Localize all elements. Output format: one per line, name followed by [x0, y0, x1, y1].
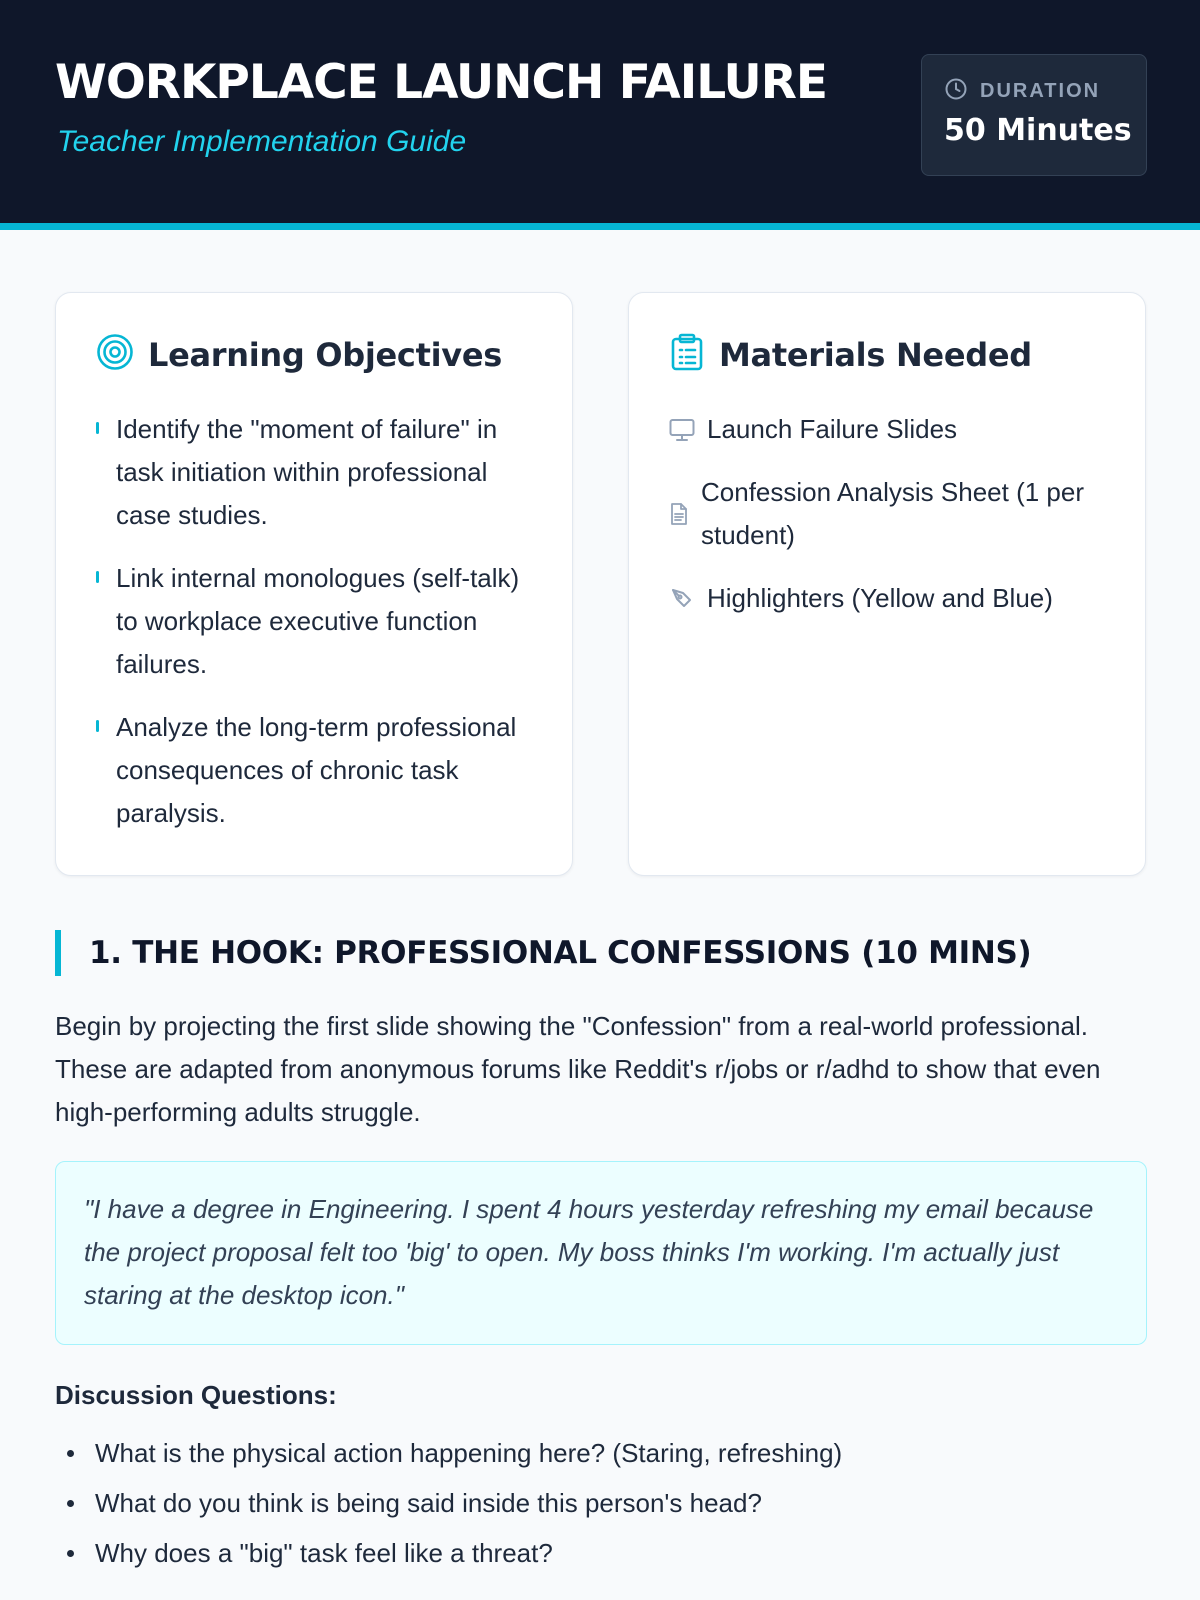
- objective-text: Analyze the long-term professional consequences of chronic task paralysis.: [116, 712, 517, 828]
- clock-icon: [944, 77, 968, 106]
- list-item: [55, 1428, 1155, 1478]
- objective-text: Identify the "moment of failure" in task initiation within professional case studies.: [116, 414, 498, 530]
- list-item: [96, 408, 536, 537]
- list-item: [96, 706, 536, 835]
- objective-text: Link internal monologues (self-talk) to workplace executive function failures.: [116, 563, 520, 679]
- learning-objectives-title: Learning Objectives: [148, 335, 502, 374]
- materials-needed-card: [628, 292, 1146, 876]
- section-title: 1. THE HOOK: PROFESSIONAL CONFESSIONS (10 MINS): [89, 935, 1032, 971]
- bullet-marker: [67, 1450, 74, 1457]
- duration-label: DURATION: [980, 80, 1101, 102]
- materials-needed-title: Materials Needed: [719, 335, 1032, 374]
- duration-label-row: [944, 77, 1100, 106]
- list-item: [669, 577, 1109, 620]
- material-label: Highlighters (Yellow and Blue): [707, 583, 1053, 613]
- discussion-questions-list: [55, 1428, 1155, 1578]
- section-heading: [55, 930, 1031, 976]
- target-icon: [96, 333, 134, 376]
- materials-needed-header: [669, 333, 1032, 376]
- objectives-list: [96, 408, 536, 855]
- question-text: Why does a "big" task feel like a threat?: [95, 1538, 553, 1568]
- question-text: What is the physical action happening here? (Staring, refreshing): [95, 1438, 843, 1468]
- list-item: [669, 471, 1109, 557]
- duration-value: 50 Minutes: [944, 113, 1132, 148]
- bullet-marker: [96, 422, 99, 434]
- materials-list: [669, 408, 1109, 640]
- clipboard-list-icon: [669, 333, 705, 376]
- highlighter-icon: [669, 586, 695, 612]
- list-item: [55, 1478, 1155, 1528]
- page-subtitle: Teacher Implementation Guide: [57, 125, 467, 158]
- material-label: Confession Analysis Sheet (1 per student): [701, 477, 1084, 550]
- discussion-questions-title: Discussion Questions:: [55, 1380, 337, 1410]
- bullet-marker: [67, 1500, 74, 1507]
- list-item: [96, 557, 536, 686]
- question-text: What do you think is being said inside this person's head?: [95, 1488, 762, 1518]
- page-header: [0, 0, 1200, 230]
- confession-quote: "I have a degree in Engineering. I spent 4 hours yesterday refreshing my email because the project proposal felt too 'big' to open. My boss thinks I'm working. I'm actually just staring at the desktop icon.": [55, 1161, 1147, 1345]
- page-title: WORKPLACE LAUNCH FAILURE: [55, 55, 828, 110]
- learning-objectives-header: [96, 333, 502, 376]
- bullet-marker: [67, 1550, 74, 1557]
- bullet-marker: [96, 571, 99, 583]
- material-label: Launch Failure Slides: [707, 414, 958, 444]
- list-item: [669, 408, 1109, 451]
- bullet-marker: [96, 720, 99, 732]
- monitor-icon: [669, 418, 695, 442]
- section-intro: Begin by projecting the first slide showing the "Confession" from a real-world professional. These are adapted from anonymous forums like Reddit's r/jobs or r/adhd to show that even high-performing adults struggle.: [55, 1011, 1101, 1127]
- list-item: [55, 1528, 1155, 1578]
- document-icon: [669, 502, 695, 526]
- learning-objectives-card: [55, 292, 573, 876]
- duration-badge: [921, 54, 1147, 176]
